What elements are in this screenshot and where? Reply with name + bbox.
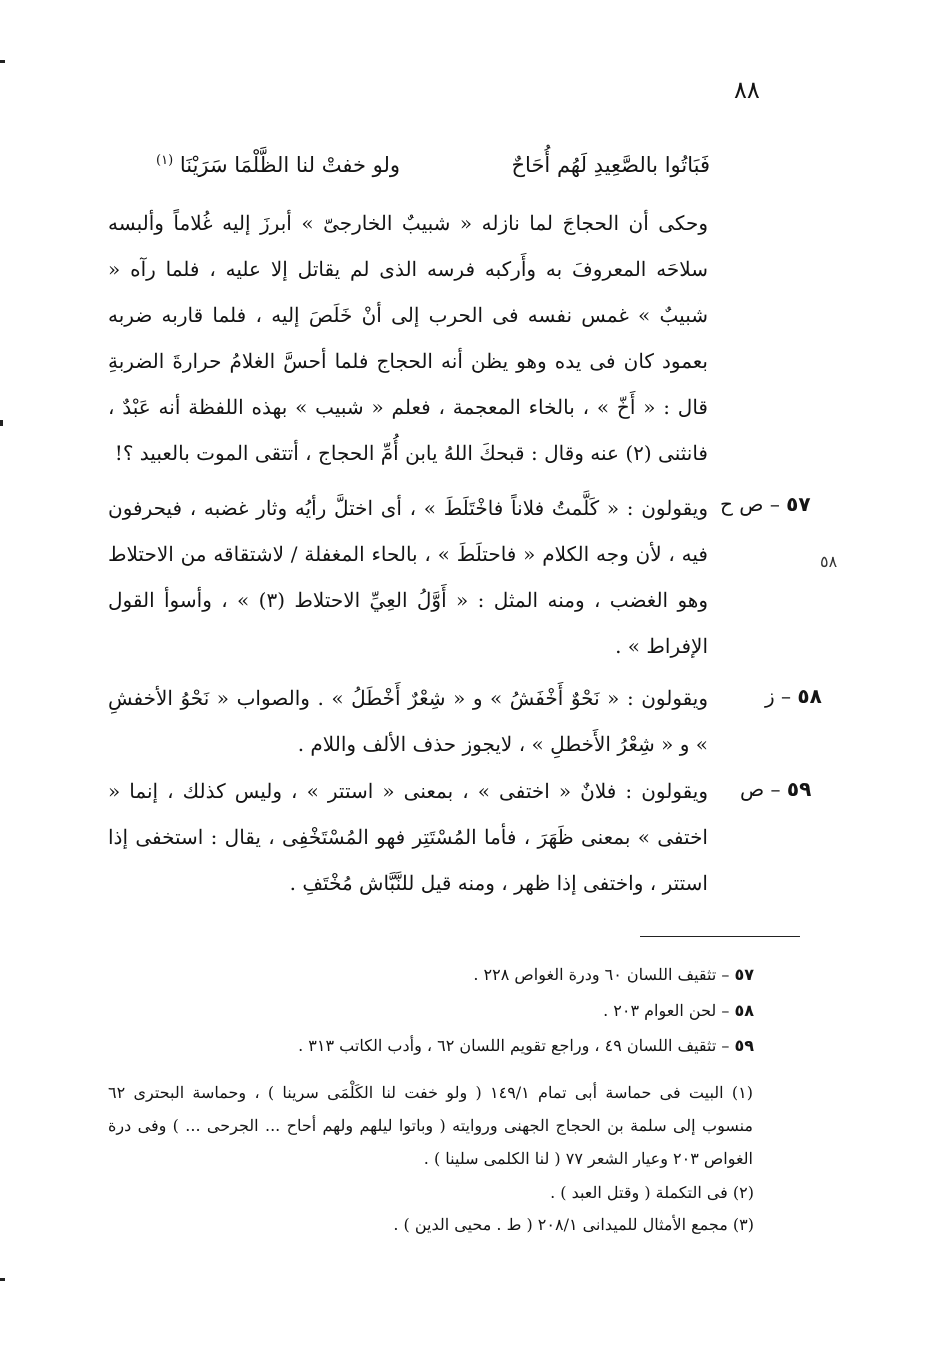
footnote-divider: [640, 936, 800, 937]
entry-58-dash: –: [781, 684, 792, 708]
entry-59-dash: –: [770, 777, 781, 801]
entry-59-number: ٥٩: [786, 777, 812, 801]
scan-edge-mark: [0, 420, 3, 426]
margin-page-note: ٥٨: [820, 552, 838, 571]
scan-edge-mark: [0, 60, 5, 63]
entry-58-source-code: ز: [765, 684, 775, 708]
entry-57-number: ٥٧: [786, 492, 811, 516]
source-59: [298, 1036, 754, 1055]
source-59-number: ٥٩: [734, 1036, 754, 1055]
entry-57-dash: –: [769, 492, 780, 516]
entry-58-text: ويقولون : « نَحْوٌ أَخْفَشُ » و « شِعْرٌ أَخْطَلُ » . والصواب « نَحْوُ الأخفشِ » و « شِعْرُ الأَخطلِ » ، لايجوز حذف الألف واللام .: [108, 686, 708, 756]
poem-verse: [108, 145, 710, 191]
footnote-2: (٢) فى التكملة ( وقتل العبد ) .: [550, 1183, 754, 1202]
footnote-1: (١) البيت فى حماسة أبى تمام ١٤٩/١ ( ولو خفت لنا الكَلْمَى سرينا ) ، وحماسة البحترى ٦٢ منسوب إلى سلمة بن الحجاج الجهنى وروايته ( وباتوا ليلهم ولهم أحاح ... الجرحى ... ) وفى درة الغواص ٢٠٣ وعيار الشعر ٧٧ ( لنا الكلمى سلينا ) .: [108, 1083, 753, 1168]
poem-second-hemistich: [156, 153, 400, 177]
entry-57-text: ويقولون : « كَلَّمتُ فلاناً فاخْتَلَطَ » ، أى اختلَّ رأيُه وثار غضبه ، فيحرفون فيه ، لأن وجه الكلام « فاحتلَطَ » ، بالحاء المغفلة / لاشتقاقه من الاحتلاط وهو الغضب ، ومنه المثل : « أَوَّلُ العِيِّ الاحتلاط (٣) » ، وأسوأ القول الإفراط » .: [108, 496, 708, 658]
entry-57-source-code: ص ح: [720, 492, 764, 516]
footnote-ref-1: (١): [156, 153, 174, 168]
entry-58-label: [765, 684, 822, 708]
source-57-number: ٥٧: [734, 965, 754, 984]
source-57: [473, 965, 754, 984]
page-number: ٨٨: [734, 76, 760, 104]
source-58-number: ٥٨: [734, 1001, 754, 1020]
source-57-dash: –: [721, 965, 730, 984]
poem-second-hemistich-text: ولو خفتْ لنا الظَّلْمَا سَرَيْنَا: [179, 153, 400, 177]
entry-59-label: [740, 777, 811, 801]
poem-first-hemistich: [512, 153, 711, 177]
source-59-text: تثقيف اللسان ٤٩ ، وراجع تقويم اللسان ٦٢ ، وأدب الكاتب ٣١٣ .: [298, 1036, 717, 1055]
paragraph-anecdote: وحكى أن الحجاجَ لما نازله « شبيبٌ الخارجىّ » أبرزَ إليه غُلاماً وألبسه سلاحَه المعروفَ به وأَركبه فرسه الذى لم يقاتل إلا عليه ، فلما رآه « شبيبٌ » غمس نفسه فى الحرب إلى أنْ خَلَصَ إليه ، فلما قاربه ضربه بعمود كان فى يده وهو يظن أنه الحجاج فلما أحسَّ الغلامُ حرارةَ الضربةِ قال : « أَخّ » ، بالخاء المعجمة ، فعلم « شبيب » بهذه اللفظة أنه عَبْدٌ ، فانثنى (٢) عنه وقال : قبحكَ اللهُ يابن أُمِّ الحجاج ، أتتقى الموت بالعبيد ؟!: [108, 211, 708, 465]
source-58-dash: –: [721, 1001, 730, 1020]
scan-edge-mark: [0, 1278, 5, 1281]
source-57-text: تثقيف اللسان ٦٠ ودرة الغواص ٢٢٨ .: [473, 965, 717, 984]
source-58: [603, 1001, 754, 1020]
entry-59-source-code: ص: [740, 777, 765, 801]
source-58-text: لحن العوام ٢٠٣ .: [603, 1001, 717, 1020]
entry-59-text: ويقولون : فلانٌ « اختفى » ، بمعنى « استتر » ، وليس كذلك ، إنما « اختفى » بمعنى ظَهَرَ ، فأما المُسْتَتِر فهو المُسْتَخْفِى ، يقال : استخفى إذا استتر ، واختفى إذا ظهر ، ومنه قيل للنَّبَّاش مُخْتَفِ .: [108, 779, 708, 895]
entry-58-number: ٥٨: [797, 684, 822, 708]
entry-57-label: [720, 492, 811, 516]
footnote-3: (٣) مجمع الأمثال للميدانى ٢٠٨/١ ( ط . محيى الدين ) .: [393, 1215, 754, 1234]
poem-first-hemistich-text: فَبَاتُوا بالصَّعِيدِ لَهُم أُحَاحٌ: [511, 153, 710, 177]
source-59-dash: –: [721, 1036, 730, 1055]
